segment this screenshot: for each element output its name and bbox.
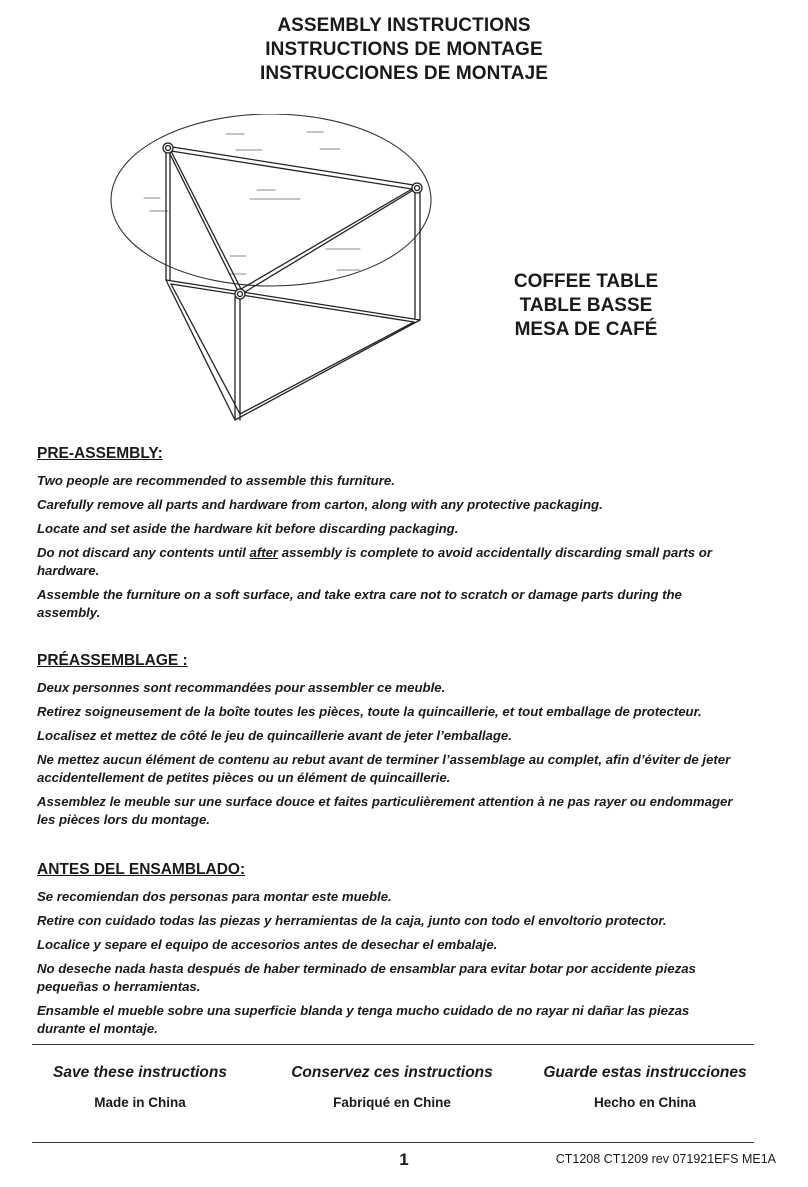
section-heading: PRÉASSEMBLAGE : — [37, 652, 188, 669]
divider — [32, 1044, 754, 1045]
pre-assembly-section-english — [37, 444, 737, 628]
made-in-china-english: Made in China — [94, 1095, 186, 1110]
pre-assembly-section-spanish — [37, 860, 737, 1044]
section-heading: ANTES DEL ENSAMBLADO: — [37, 861, 246, 878]
instruction-paragraph: Retirez soigneusement de la boîte toutes les pièces, toute la quincaillerie, et tout emballage de protecteur. — [37, 704, 702, 719]
instruction-paragraph: Retire con cuidado todas las piezas y herramientas de la caja, junto con todo el envoltorio protector. — [37, 913, 667, 928]
instruction-paragraph: Ne mettez aucun élément de contenu au rebut avant de terminer l’assemblage au complet, afin d’éviter de jeter accidentellement de petites pièces ou un élément de quincaillerie. — [37, 752, 731, 785]
instruction-paragraph: Two people are recommended to assemble this furniture. — [37, 473, 395, 488]
save-instructions-french: Conservez ces instructions — [291, 1064, 493, 1081]
section-heading: PRE-ASSEMBLY: — [37, 445, 163, 462]
instruction-paragraph: Assemblez le meuble sur une surface douce et faites particulièrement attention à ne pas rayer ou endommager les pièces lors du montage. — [37, 794, 733, 827]
title-french: INSTRUCTIONS DE MONTAGE — [265, 39, 543, 60]
product-name-spanish: MESA DE CAFÉ — [514, 319, 658, 340]
save-instructions-english: Save these instructions — [52, 1064, 227, 1081]
text-segment: Do not discard any contents until — [37, 545, 250, 560]
save-instructions-spanish: Guarde estas instrucciones — [543, 1064, 747, 1081]
instruction-paragraph: Assemble the furniture on a soft surface, and take extra care not to scratch or damage parts during the assembly. — [37, 587, 682, 620]
coffee-table-illustration-icon — [104, 114, 440, 438]
emphasized-word: after — [249, 545, 279, 560]
made-in-china-spanish: Hecho en China — [593, 1095, 696, 1110]
product-name — [488, 270, 684, 342]
document-title — [0, 14, 808, 86]
product-name-english: COFFEE TABLE — [513, 271, 659, 292]
instruction-paragraph: Se recomiendan dos personas para montar este mueble. — [37, 889, 392, 904]
text-segment: assembly is complete to avoid accidentally discarding small parts or hardware. — [37, 545, 712, 578]
title-english: ASSEMBLY INSTRUCTIONS — [277, 15, 531, 36]
product-name-french: TABLE BASSE — [519, 295, 653, 316]
instruction-paragraph: Deux personnes sont recommandées pour assembler ce meuble. — [37, 680, 446, 695]
instruction-paragraph: Locate and set aside the hardware kit before discarding packaging. — [37, 521, 459, 536]
title-spanish: INSTRUCCIONES DE MONTAJE — [259, 63, 549, 84]
page-number: 1 — [399, 1150, 409, 1169]
instruction-paragraph — [37, 544, 737, 580]
pre-assembly-section-french — [37, 651, 737, 835]
instruction-paragraph: Localice y separe el equipo de accesorios antes de desechar el embalaje. — [37, 937, 498, 952]
instruction-paragraph: Carefully remove all parts and hardware from carton, along with any protective packaging. — [37, 497, 603, 512]
instruction-paragraph: Ensamble el mueble sobre una superficie blanda y tenga mucho cuidado de no rayar ni dañar las piezas durante el montaje. — [37, 1003, 690, 1036]
instruction-paragraph: Localisez et mettez de côté le jeu de quincaillerie avant de jeter l’emballage. — [37, 728, 512, 743]
instruction-paragraph: No deseche nada hasta después de haber terminado de ensamblar para evitar botar por accidente piezas pequeñas o herramientas. — [37, 961, 696, 994]
divider — [32, 1142, 754, 1143]
document-code: CT1208 CT1209 rev 071921EFS ME1A — [555, 1152, 776, 1166]
made-in-china-french: Fabriqué en Chine — [333, 1095, 451, 1110]
